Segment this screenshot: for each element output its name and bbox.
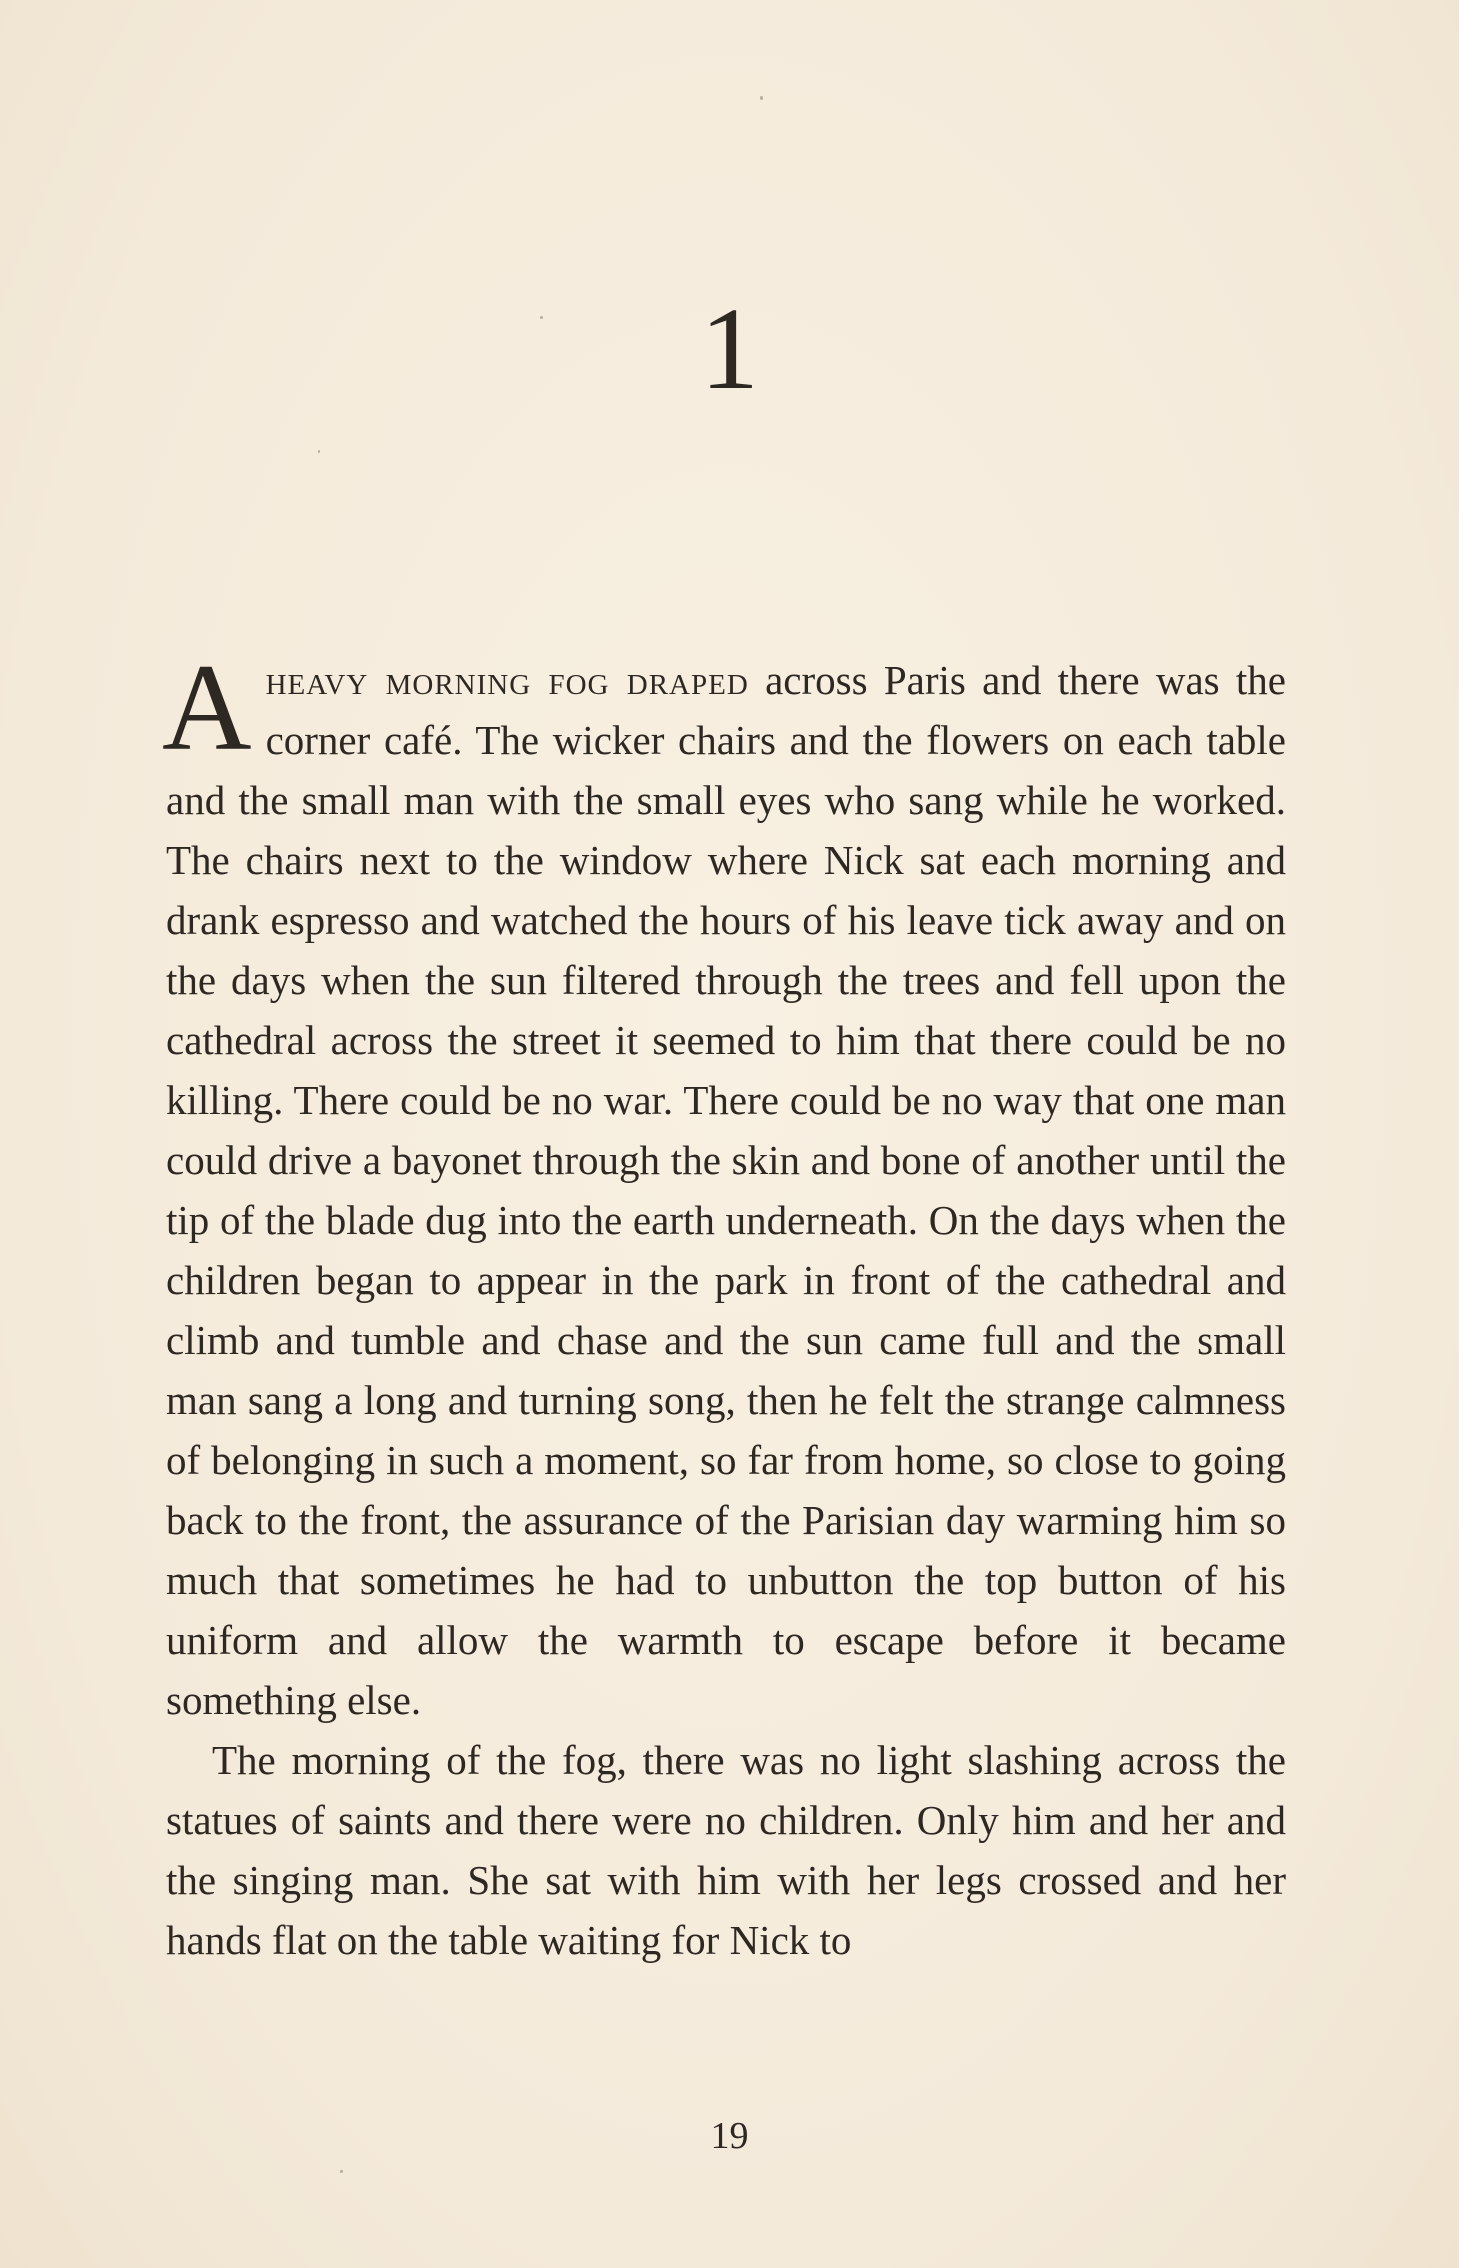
paragraph-1 [162,639,1286,1730]
paper-speck [760,96,763,100]
paragraph-2: The morning of the fog, there was no light slashing across the statues of saints and there were no children. Only him and her and the singing man. She sat with him with her legs crossed and her hands flat on the table waiting for Nick to [166,1737,1286,1963]
chapter-number: 1 [700,283,759,414]
page-number: 19 [710,2115,749,2157]
paper-speck [318,450,320,453]
body-text [162,639,1286,1970]
drop-cap: A [162,639,252,776]
lead-in-small-caps: heavy morning fog draped [265,657,749,703]
paper-speck [340,2170,343,2173]
paragraph-1-text: across Paris and there was the corner café. The wicker chairs and the flowers on each table and the small man with the small eyes who sang while he worked. The chairs next to the window where Nick sat each morning and drank espresso and watched the hours of his leave tick away and on the days when the sun filtered through the trees and fell upon the cathedral across the street it seemed to him that there could be no killing. There could be no war. There could be no way that one man could drive a bayonet through the skin and bone of another until the tip of the blade dug into the earth underneath. On the days when the children began to appear in the park in front of the cathedral and climb and tumble and chase and the sun came full and the small man sang a long and turning song, then he felt the strange calmness of belonging in such a moment, so far from home, so close to going back to the front, the assurance of the Parisian day warming him so much that sometimes he had to unbutton the top button of his uniform and allow the warmth to escape before it became something else. [166,657,1286,1723]
